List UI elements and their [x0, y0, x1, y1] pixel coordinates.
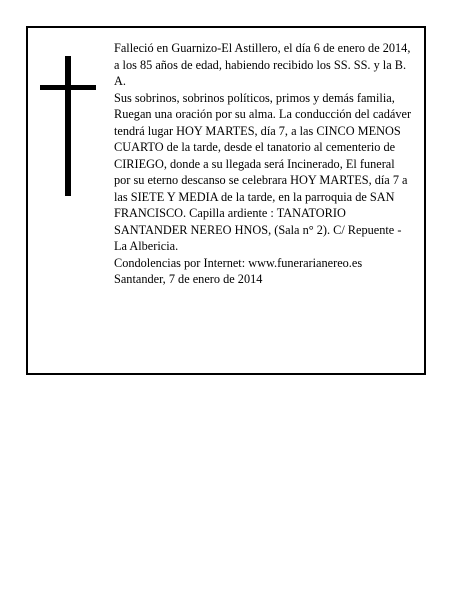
condolences-line: Condolencias por Internet: www.funerarianereo.es [114, 255, 363, 270]
funeral-details: Ruegan una oración por su alma. La conducción del cadáver tendrá lugar HOY MARTES, día 7, a las CINCO MENOS CUARTO de la tarde, desde el tanatorio al cementerio de CIRIEGO, donde a su llegada será Incinerado, El funeral por su eterno descanso se celebrara HOY MARTES, día 7 a las SIETE Y MEDIA de la tarde, en la parroquia de SAN FRANCISCO. Capilla ardiente : TANATORIO SANTANDER NEREO HNOS, (Sala n° 2). C/ Repuente - La Albericia. [114, 107, 412, 253]
obituary-notice-frame [26, 26, 426, 375]
death-announcement: Falleció en Guarnizo-El Astillero, el día 6 de enero de 2014, a los 85 años de edad, habiendo recibido los SS. SS. y la B. A. [114, 41, 411, 88]
cross-icon [40, 56, 96, 196]
cross-horizontal-bar [40, 85, 96, 90]
family-line: Sus sobrinos, sobrinos políticos, primos y demás familia, [114, 90, 395, 105]
place-date-line: Santander, 7 de enero de 2014 [114, 272, 263, 286]
obituary-text [114, 40, 414, 288]
cross-vertical-bar [65, 56, 71, 196]
